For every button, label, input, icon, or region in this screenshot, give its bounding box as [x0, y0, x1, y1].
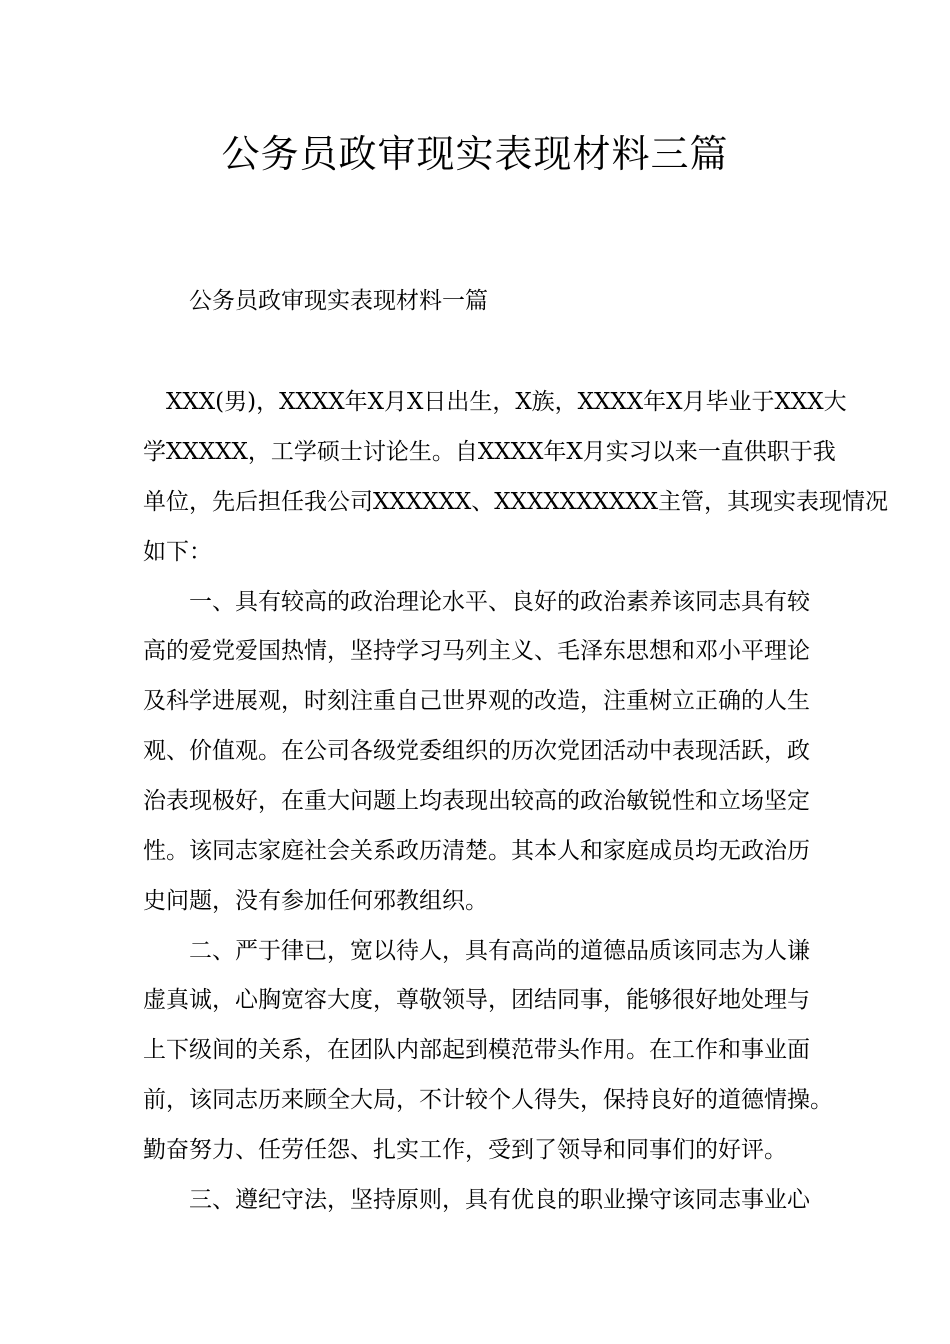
body-line-14: 上下级间的关系，在团队内部起到模范带头作用。在工作和事业面 [143, 1037, 810, 1063]
body-line-13: 虚真诚，心胸宽容大度，尊敬领导，团结同事，能够很好地处理与 [143, 987, 810, 1013]
body-line-17: 三、遵纪守法，坚持原则，具有优良的职业操守该同志事业心 [189, 1187, 810, 1213]
body-line-4: 如下： [143, 539, 212, 565]
body-line-6: 高的爱党爱国热情，坚持学习马列主义、毛泽东思想和邓小平理论 [143, 638, 810, 664]
body-line-9: 治表现极好，在重大问题上均表现出较高的政治敏锐性和立场坚定 [143, 788, 810, 814]
section-subtitle: 公务员政审现实表现材料一篇 [189, 288, 488, 314]
body-line-16: 勤奋努力、任劳任怨、扎实工作，受到了领导和同事们的好评。 [143, 1137, 787, 1163]
body-line-8: 观、价值观。在公司各级党委组织的历次党团活动中表现活跃，政 [143, 738, 810, 764]
document-title: 公务员政审现实表现材料三篇 [221, 132, 729, 176]
body-line-2: 学XXXXX，工学硕士讨论生。自XXXX年X月实习以来一直供职于我 [143, 439, 836, 465]
body-line-7: 及科学进展观，时刻注重自己世界观的改造，注重树立正确的人生 [143, 688, 810, 714]
body-line-12: 二、严于律已，宽以待人，具有高尚的道德品质该同志为人谦 [189, 938, 810, 964]
body-line-10: 性。该同志家庭社会关系政历清楚。其本人和家庭成员均无政治历 [143, 838, 810, 864]
body-line-3: 单位，先后担任我公司XXXXXX、XXXXXXXXXX主管，其现实表现情况 [143, 489, 888, 515]
body-line-11: 史问题，没有参加任何邪教组织。 [143, 888, 488, 914]
body-line-15: 前，该同志历来顾全大局，不计较个人得失，保持良好的道德情操。 [143, 1087, 833, 1113]
body-line-5: 一、具有较高的政治理论水平、良好的政治素养该同志具有较 [189, 589, 810, 615]
body-line-1: XXX(男)，XXXX年X月X日出生，X族，XXXX年X月毕业于XXX大 [166, 389, 847, 415]
